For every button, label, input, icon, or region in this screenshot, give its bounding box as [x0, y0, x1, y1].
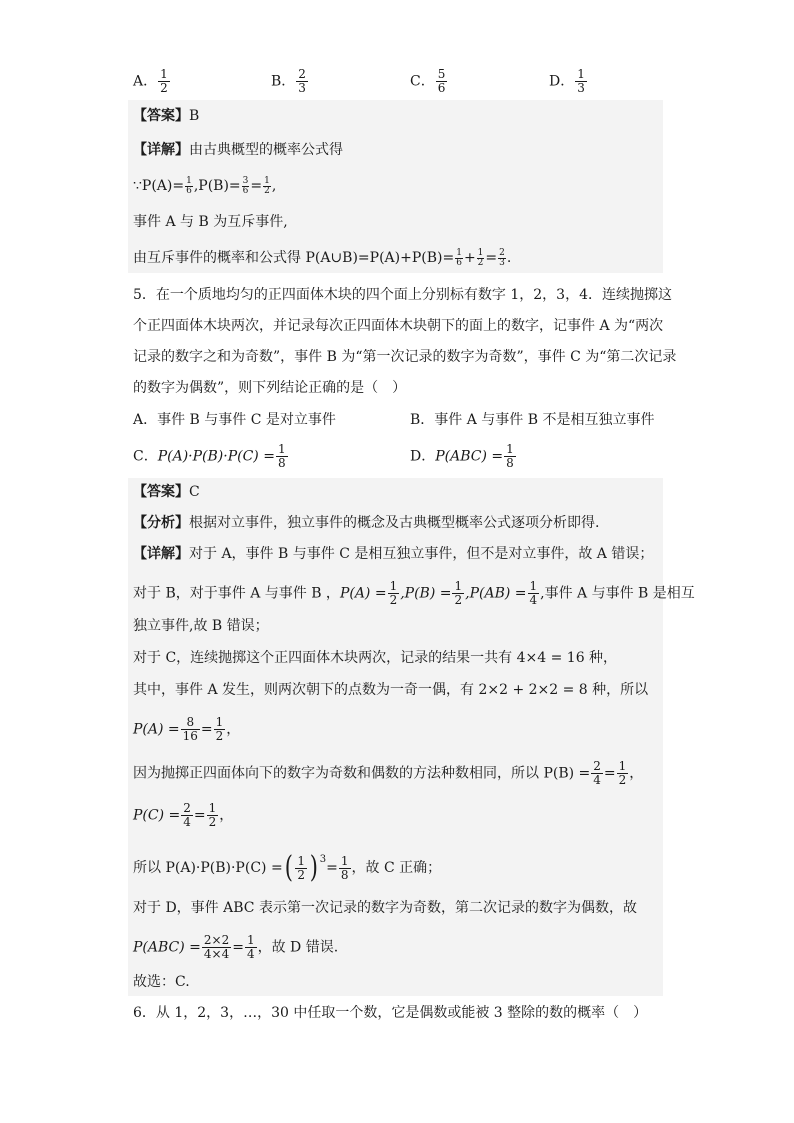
q5-analysis: 【分析】根据对立事件，独立事件的概念及古典概型概率公式逐项分析即得.	[133, 515, 600, 531]
q4-detail-probabilities: ∵P(A)= $\frac{1}{6}$ ,P(B)= $\frac{3}{6}$ = $\frac{1}{2}$ ,	[133, 175, 277, 196]
q5-detail-c-3: P(A) = $\frac{8}{16}$ = $\frac{1}{2}$ ，	[133, 715, 241, 743]
q5-option-a: A．事件 B 与事件 C 是对立事件	[133, 412, 336, 428]
q4-answer: 【答案】B	[133, 108, 200, 124]
q5-stem-line-3: 记录的数字之和为奇数”，事件 B 为“第一次记录的数字为奇数”，事件 C 为“第二次记录	[133, 349, 677, 365]
fraction: $\frac{2}{3}$	[499, 247, 505, 268]
fraction: $\frac{1}{6}$	[456, 247, 462, 268]
fraction: $\frac{2}{3}$	[298, 67, 306, 95]
fraction: $\frac{5}{6}$	[437, 67, 446, 95]
q5-detail-c-2: 其中，事件 A 发生，则两次朝下的点数为一奇一偶，有 2×2 + 2×2 = 8 种，所以	[133, 682, 649, 698]
fraction: $\frac{1}{8}$	[277, 442, 286, 470]
q5-detail-d-1: 对于 D，事件 ABC 表示第一次记录的数字为奇数，第二次记录的数字为偶数，故	[133, 900, 637, 916]
fraction: $\frac{3}{6}$	[242, 175, 249, 196]
q4-detail: 【详解】由古典概型的概率公式得	[133, 142, 343, 158]
fraction: $\frac{1}{2}$	[160, 67, 168, 95]
left-paren: (	[284, 850, 293, 885]
fraction: $\frac{1}{2}$	[477, 247, 484, 268]
q5-detail-b-cont: 独立事件,故 B 错误；	[133, 618, 269, 634]
fraction: $\frac{8}{16}$	[182, 715, 198, 743]
fraction: $\frac{1}{2}$	[264, 175, 270, 196]
q5-detail-c-1: 对于 C，连续抛掷这个正四面体木块两次，记录的结果一共有 4×4 = 16 种，	[133, 650, 618, 666]
q5-option-b: B．事件 A 与事件 B 不是相互独立事件	[410, 412, 655, 428]
fraction: $\frac{1}{8}$	[506, 442, 514, 470]
q5-option-d: D．P(ABC) = $\frac{1}{8}$	[410, 442, 514, 470]
fraction: $\frac{1}{4}$	[529, 579, 538, 607]
fraction: $\frac{1}{3}$	[577, 67, 585, 95]
q5-stem-line-4: 的数字为偶数”，则下列结论正确的是（ ）	[133, 380, 407, 396]
q4-option-d: D． $\frac{1}{3}$	[549, 67, 585, 95]
q5-stem-line-2: 个正四面体木块两次，并记录每次正四面体木块朝下的面上的数字，记事件 A 为“两次	[133, 318, 664, 334]
q6-stem: 6．从 1，2，3，…，30 中任取一个数，它是偶数或能被 3 整除的数的概率（ ）	[133, 1005, 648, 1021]
fraction: $\frac{1}{2}$	[389, 579, 398, 607]
fraction: $\frac{2}{4}$	[183, 801, 191, 829]
q4-detail-mutex: 事件 A 与 B 为互斥事件,	[133, 214, 288, 230]
right-paren: )	[309, 850, 319, 885]
q5-detail-b: 对于 B，对于事件 A 与事件 B ，P(A) = $\frac{1}{2}$ ,P(B) = $\frac{1}{2}$ ,P(AB) = $\frac{1}{4}$ ,事件 A 与事件 B 是相互	[133, 579, 695, 607]
fraction: $\frac{1}{2}$	[215, 715, 224, 743]
fraction: $\frac{1}{6}$	[186, 175, 192, 196]
q5-stem-line-1: 5．在一个质地均匀的正四面体木块的四个面上分别标有数字 1，2，3，4．连续抛掷这	[133, 287, 672, 303]
fraction: $\frac{1}{4}$	[246, 933, 255, 961]
fraction: $\frac{1}{2}$	[454, 579, 463, 607]
q5-detail-c-6: 所以 P(A)·P(B)·P(C) =( $\frac{1}{2}$ ) $^3$= $\frac{1}{8}$ ，故 C 正确；	[133, 850, 442, 885]
q5-choice: 故选：C.	[133, 974, 190, 990]
fraction: $\frac{2}{4}$	[593, 759, 601, 787]
fraction: $\frac{2\times 2}{4\times 4}$	[203, 933, 230, 961]
fraction: $\frac{1}{2}$	[208, 801, 217, 829]
q5-detail-c-4: 因为抛掷正四面体向下的数字为奇数和偶数的方法种数相同，所以 P(B) = $\frac{2}{4}$ = $\frac{1}{2}$ ，	[133, 759, 644, 787]
q5-detail-c-5: P(C) = $\frac{2}{4}$ = $\frac{1}{2}$ ，	[133, 801, 234, 829]
fraction: $\frac{1}{2}$	[618, 759, 627, 787]
q5-answer: 【答案】C	[133, 484, 200, 500]
q4-option-a: A． $\frac{1}{2}$	[133, 67, 168, 95]
q4-option-b: B． $\frac{2}{3}$	[271, 67, 306, 95]
fraction: $\frac{1}{2}$	[297, 853, 306, 882]
q4-detail-sum: 由互斥事件的概率和公式得 P(A∪B)=P(A)+P(B)= $\frac{1}{6}$ + $\frac{1}{2}$ = $\frac{2}{3}$ .	[133, 247, 512, 268]
q5-detail-d-2: P(ABC) = $\frac{2\times 2}{4\times 4}$ = $\frac{1}{4}$ ，故 D 错误.	[133, 933, 339, 961]
q5-detail-a: 【详解】对于 A，事件 B 与事件 C 是相互独立事件，但不是对立事件，故 A 错误；	[133, 546, 654, 562]
fraction: $\frac{1}{8}$	[340, 853, 349, 882]
q4-option-c: C． $\frac{5}{6}$	[410, 67, 446, 95]
q5-option-c: C．P(A)·P(B)·P(C) = $\frac{1}{8}$	[133, 442, 286, 470]
